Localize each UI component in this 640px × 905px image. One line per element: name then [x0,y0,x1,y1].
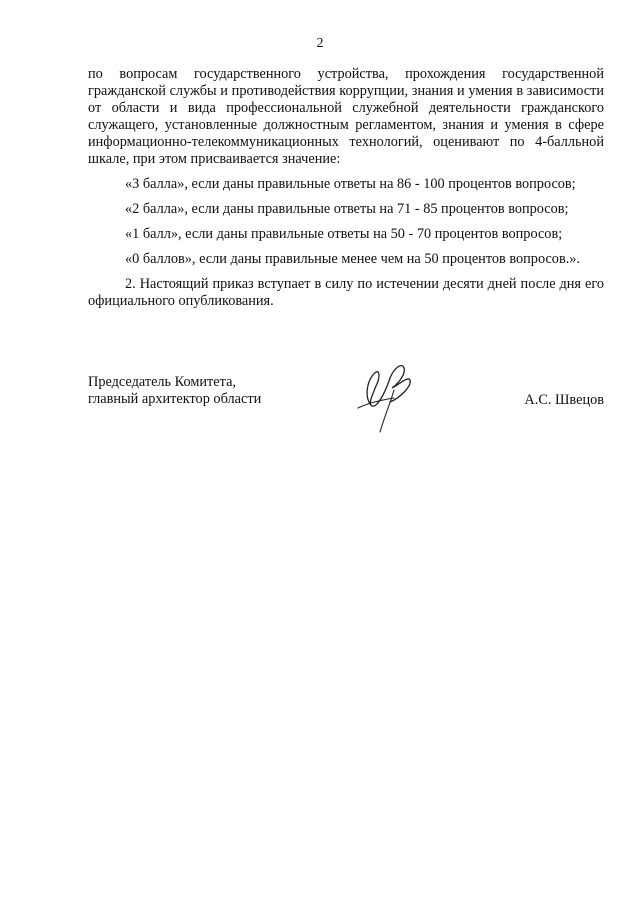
signer-title-line-2: главный архитектор области [88,391,262,407]
paragraph-score-0: «0 баллов», если даны правильные менее чем на 50 процентов вопросов.». [125,251,581,267]
handwritten-signature-image [350,354,420,434]
document-body [88,66,604,310]
signer-title-line-1: Председатель Комитета, [88,374,236,390]
paragraph-assessment-intro: по вопросам государственного устройства, прохождения государственной гражданской службы и противодействия коррупции, знания и умения в зависимости от области и вида профессиональной служебной деятельности гражданского служащего, установленные должностным регламентом, знания и умения в сфере информационно-телекоммуникационных технологий, оценивают по 4-балльной шкале, при этом присваивается значение: [88,66,604,167]
paragraph-score-1: «1 балл», если даны правильные ответы на 50 - 70 процентов вопросов; [125,226,563,242]
paragraph-score-2: «2 балла», если даны правильные ответы на 71 - 85 процентов вопросов; [125,201,569,217]
signer-title [88,374,328,408]
signer-name: А.С. Швецов [524,392,604,408]
paragraph-score-3: «3 балла», если даны правильные ответы на 86 - 100 процентов вопросов; [125,176,576,192]
paragraph-effective-date: 2. Настоящий приказ вступает в силу по истечении десяти дней после дня его официального опубликования. [88,276,604,309]
page-number: 2 [316,36,324,51]
